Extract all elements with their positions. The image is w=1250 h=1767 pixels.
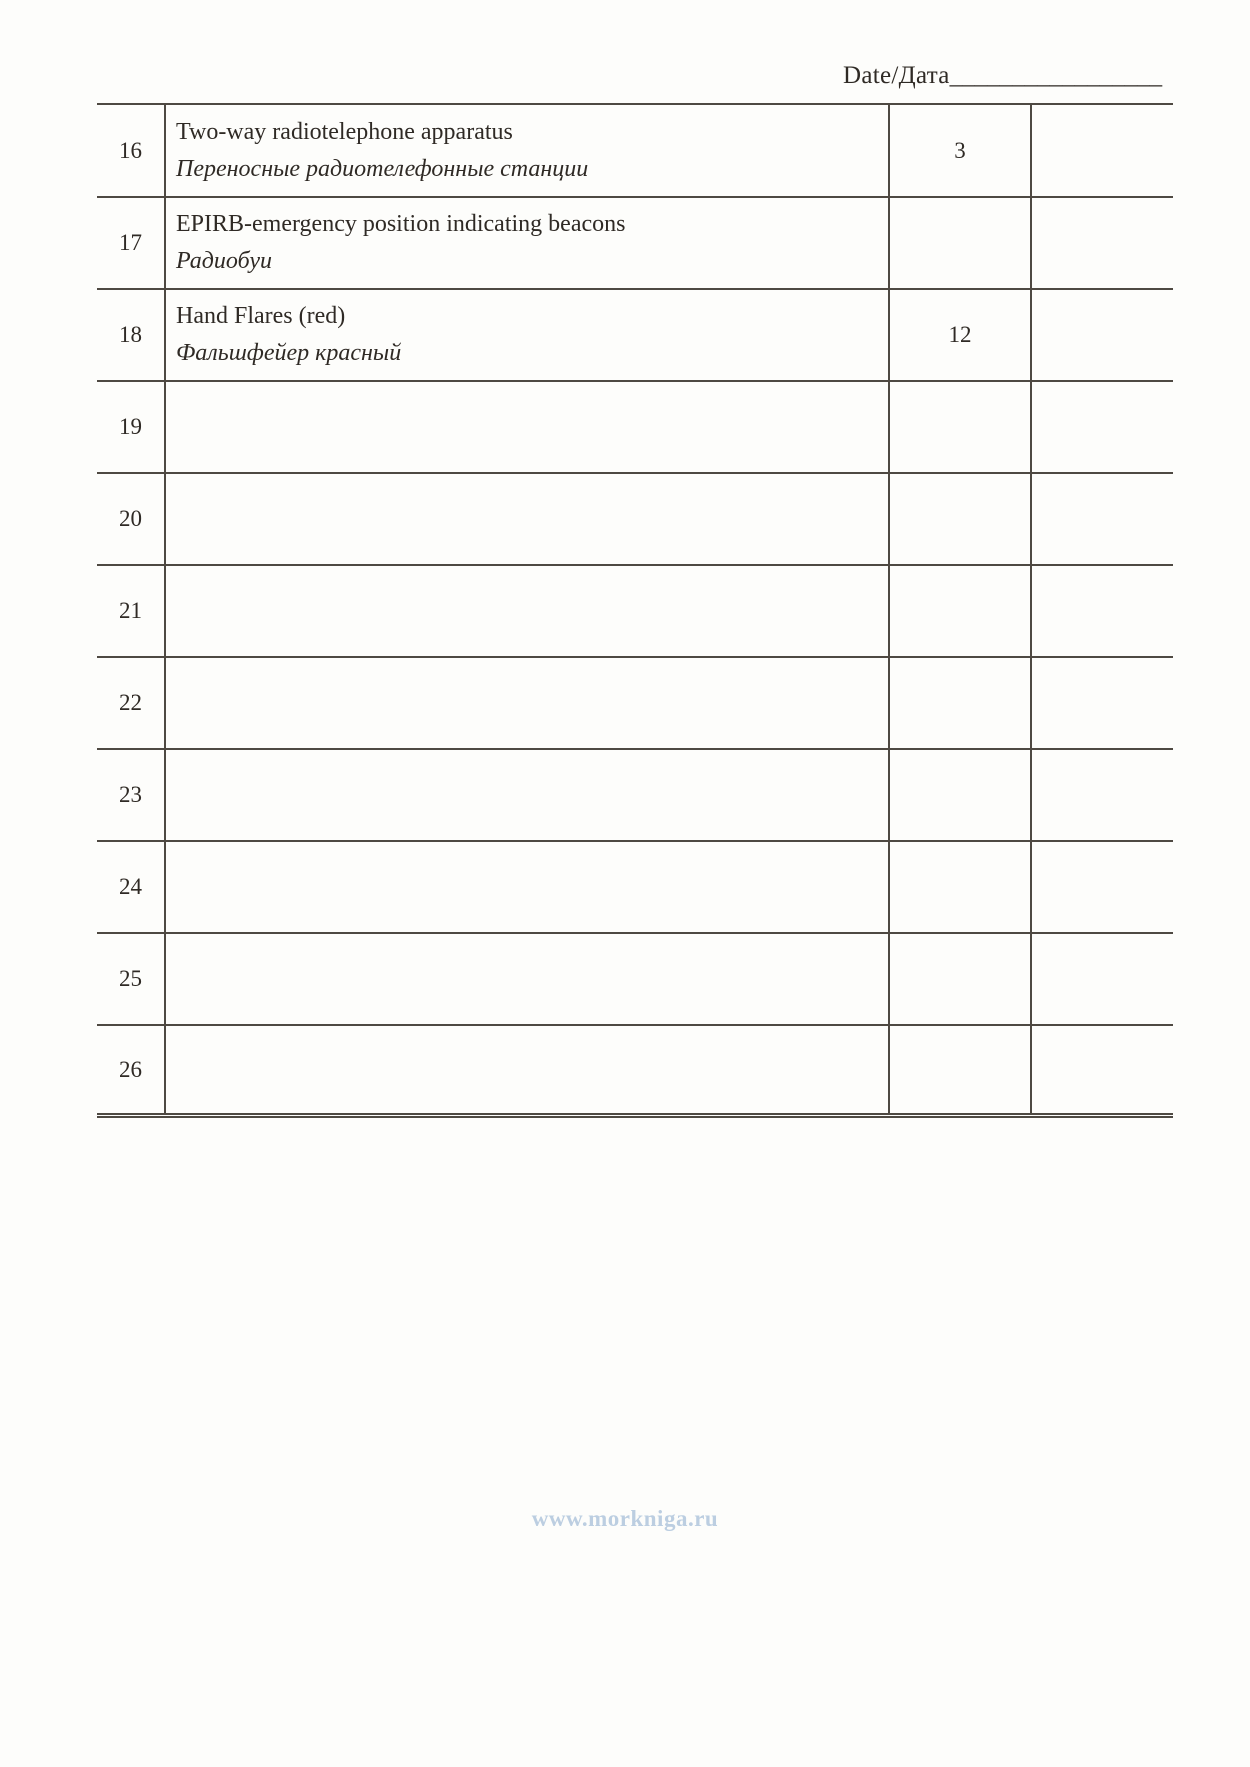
item-description-cell: [166, 290, 890, 380]
item-name-en: EPIRB-emergency position indicating beacons: [176, 211, 626, 237]
item-description-cell: [166, 1026, 890, 1113]
entry-cell: [1032, 382, 1173, 472]
table-row: [97, 750, 1173, 842]
row-number-cell: 26: [97, 1026, 166, 1113]
entry-cell: [1032, 474, 1173, 564]
item-description-cell: [166, 750, 890, 840]
row-number-cell: 22: [97, 658, 166, 748]
quantity-cell: [890, 1026, 1032, 1113]
entry-cell: [1032, 934, 1173, 1024]
table-row: [97, 382, 1173, 474]
quantity-cell: 12: [890, 290, 1032, 380]
quantity-cell: [890, 474, 1032, 564]
table-row: [97, 842, 1173, 934]
item-description-cell: [166, 198, 890, 288]
date-fill-line: _________________: [949, 62, 1163, 89]
row-number-cell: 21: [97, 566, 166, 656]
item-name-ru: Переносные радиотелефонные станции: [176, 155, 589, 182]
entry-cell: [1032, 105, 1173, 196]
item-name-en: Hand Flares (red): [176, 303, 346, 329]
row-number-cell: 25: [97, 934, 166, 1024]
table-row: [97, 474, 1173, 566]
quantity-cell: 3: [890, 105, 1032, 196]
quantity-cell: [890, 566, 1032, 656]
item-description-cell: [166, 566, 890, 656]
table-row: [97, 934, 1173, 1026]
quantity-cell: [890, 842, 1032, 932]
table-row: [97, 1026, 1173, 1118]
item-name-ru: Радиобуи: [176, 248, 272, 274]
table-row: [97, 658, 1173, 750]
quantity-cell: [890, 382, 1032, 472]
quantity-cell: [890, 934, 1032, 1024]
entry-cell: [1032, 750, 1173, 840]
quantity-cell: [890, 198, 1032, 288]
item-description-cell: [166, 382, 890, 472]
entry-cell: [1032, 290, 1173, 380]
item-description-cell: [166, 658, 890, 748]
table-row: [97, 566, 1173, 658]
entry-cell: [1032, 198, 1173, 288]
date-label: Date/Дата: [843, 62, 950, 89]
item-description-cell: [166, 474, 890, 564]
table-row: [97, 290, 1173, 382]
item-name-en: Two-way radiotelephone apparatus: [176, 118, 513, 145]
table-row: [97, 105, 1173, 198]
quantity-cell: [890, 750, 1032, 840]
row-number-cell: 24: [97, 842, 166, 932]
row-number-cell: 23: [97, 750, 166, 840]
item-name-ru: Фальшфейер красный: [176, 340, 402, 366]
row-number-cell: 20: [97, 474, 166, 564]
row-number-cell: 17: [97, 198, 166, 288]
equipment-table: [97, 103, 1173, 1118]
item-description-cell: [166, 934, 890, 1024]
table-row: [97, 198, 1173, 290]
quantity-cell: [890, 658, 1032, 748]
item-description-cell: [166, 105, 890, 196]
row-number-cell: 16: [97, 105, 166, 196]
row-number-cell: 18: [97, 290, 166, 380]
watermark: www.morkniga.ru: [531, 1506, 719, 1531]
entry-cell: [1032, 658, 1173, 748]
entry-cell: [1032, 566, 1173, 656]
entry-cell: [1032, 1026, 1173, 1113]
date-field: [843, 60, 1162, 92]
row-number-cell: 19: [97, 382, 166, 472]
item-description-cell: [166, 842, 890, 932]
entry-cell: [1032, 842, 1173, 932]
